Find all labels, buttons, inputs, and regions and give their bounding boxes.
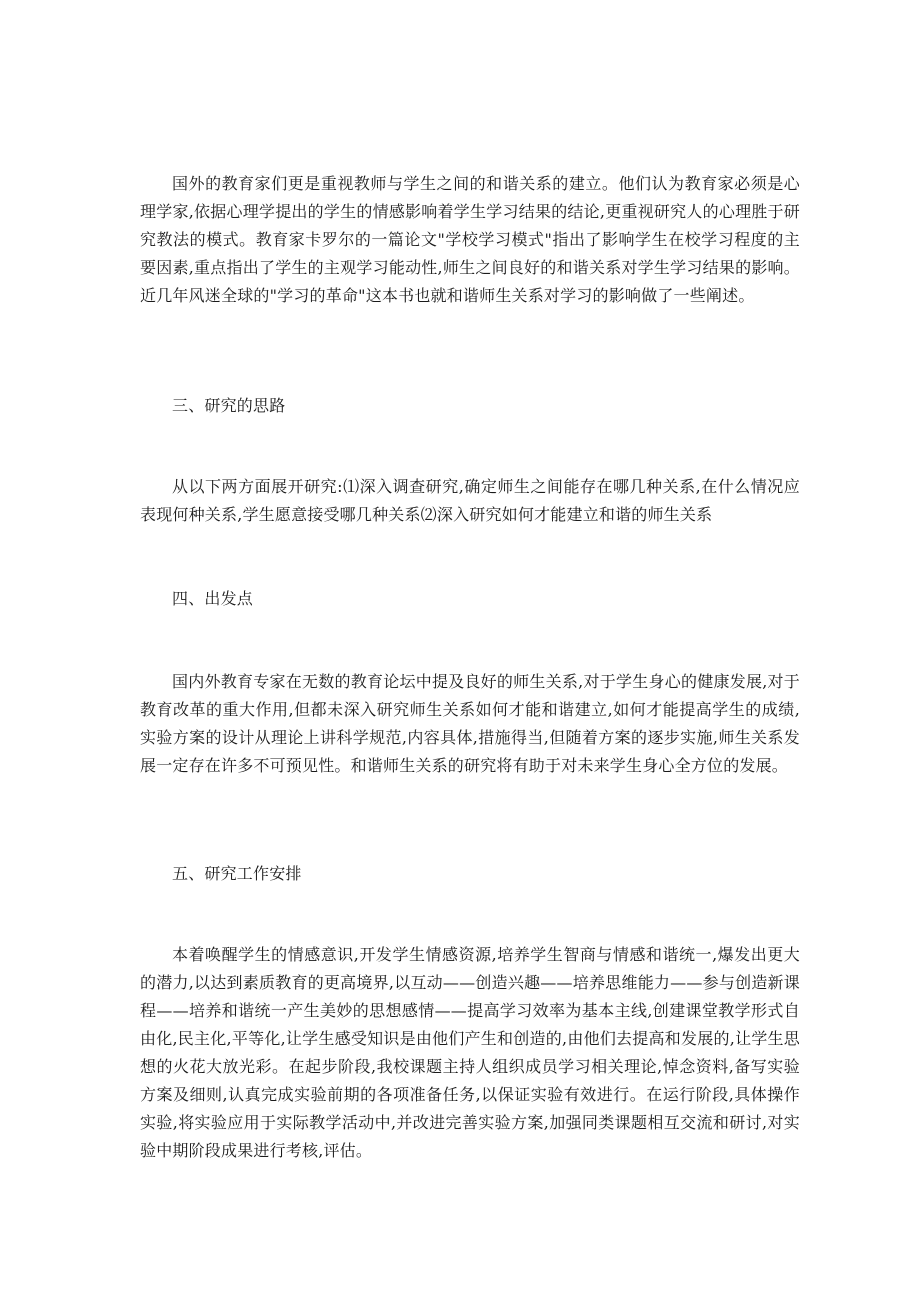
- section-heading-5: 五、研究工作安排: [172, 864, 302, 883]
- starting-point-paragraph: 国内外教育专家在无数的教育论坛中提及良好的师生关系,对于学生身心的健康发展,对于教育改革的重大作用,但都未深入研究师生关系如何才能和谐建立,如何才能提高学生的成绩,实验方案的设计从理论上讲科学规范,内容具体,措施得当,但随着方案的逐步实施,师生关系发展一定存在许多不可预见性。和谐师生关系的研究将有助于对未来学生身心全方位的发展。: [140, 672, 800, 775]
- work-arrangement-paragraph: 本着唤醒学生的情感意识,开发学生情感资源,培养学生智商与情感和谐统一,爆发出更大的潜力,以达到素质教育的更高境界,以互动——创造兴趣——培养思维能力——参与创造新课程——培养和谐统一产生美妙的思想感情——提高学习效率为基本主线,创建课堂教学形式自由化,民主化,平等化,让学生感受知识是由他们产生和创造的,由他们去提高和发展的,让学生思想的火花大放光彩。在起步阶段,我校课题主持人组织成员学习相关理论,悼念资料,备写实验方案及细则,认真完成实验前期的各项准备任务,以保证实验有效进行。在运行阶段,具体操作实验,将实验应用于实际教学活动中,并改进完善实验方案,加强同类课题相互交流和研讨,对实验中期阶段成果进行考核,评估。: [140, 945, 800, 1160]
- section-heading-4: 四、出发点: [172, 589, 254, 608]
- section-heading-3: 三、研究的思路: [172, 396, 286, 415]
- intro-paragraph: 国外的教育家们更是重视教师与学生之间的和谐关系的建立。他们认为教育家必须是心理学家,依据心理学提出的学生的情感影响着学生学习结果的结论,更重视研究人的心理胜于研究教法的模式。教育家卡罗尔的一篇论文"学校学习模式"指出了影响学生在校学习程度的主要因素,重点指出了学生的主观学习能动性,师生之间良好的和谐关系对学生学习结果的影响。近几年风迷全球的"学习的革命"这本书也就和谐师生关系对学习的影响做了一些阐述。: [140, 174, 800, 305]
- research-approach-paragraph: 从以下两方面展开研究:⑴深入调查研究,确定师生之间能存在哪几种关系,在什么情况应表现何种关系,学生愿意接受哪几种关系⑵深入研究如何才能建立和谐的师生关系: [140, 477, 800, 524]
